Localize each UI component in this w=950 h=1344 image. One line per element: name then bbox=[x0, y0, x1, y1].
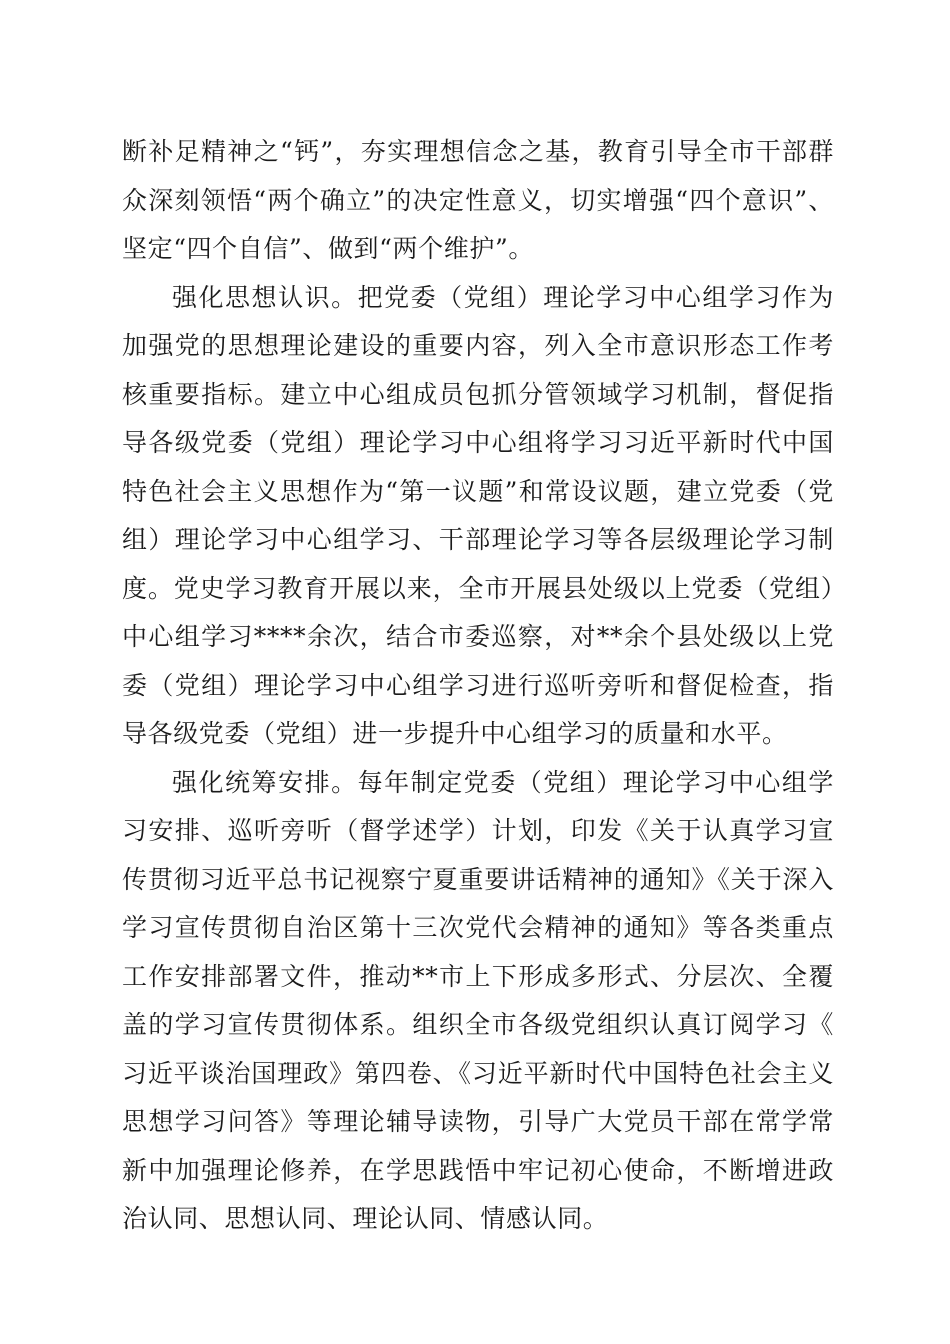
document-body bbox=[122, 128, 834, 1244]
paragraph-continuation: 断补足精神之“钙”，夯实理想信念之基，教育引导全市干部群众深刻领悟“两个确立”的决定性意义，切实增强“四个意识”、坚定“四个自信”、做到“两个维护”。 bbox=[122, 137, 834, 263]
paragraph-strengthen-thinking: 强化思想认识。把党委（党组）理论学习中心组学习作为加强党的思想理论建设的重要内容，列入全市意识形态工作考核重要指标。建立中心组成员包抓分管领域学习机制，督促指导各级党委（党组）理论学习中心组将学习习近平新时代中国特色社会主义思想作为“第一议题”和常设议题，建立党委（党组）理论学习中心组学习、干部理论学习等各层级理论学习制度。党史学习教育开展以来，全市开展县处级以上党委（党组）中心组学习****余次，结合市委巡察，对**余个县处级以上党委（党组）理论学习中心组学习进行巡听旁听和督促检查，指导各级党委（党组）进一步提升中心组学习的质量和水平。 bbox=[122, 282, 834, 748]
paragraph-strengthen-planning: 强化统筹安排。每年制定党委（党组）理论学习中心组学习安排、巡听旁听（督学述学）计划，印发《关于认真学习宣传贯彻习近平总书记视察宁夏重要讲话精神的通知》《关于深入学习宣传贯彻自治区第十三次党代会精神的通知》等各类重点工作安排部署文件，推动**市上下形成多形式、分层次、全覆盖的学习宣传贯彻体系。组织全市各级党组织认真订阅学习《习近平谈治国理政》第四卷、《习近平新时代中国特色社会主义思想学习问答》等理论辅导读物，引导广大党员干部在常学常新中加强理论修养，在学思践悟中牢记初心使命，不断增进政治认同、思想认同、理论认同、情感认同。 bbox=[122, 767, 834, 1233]
